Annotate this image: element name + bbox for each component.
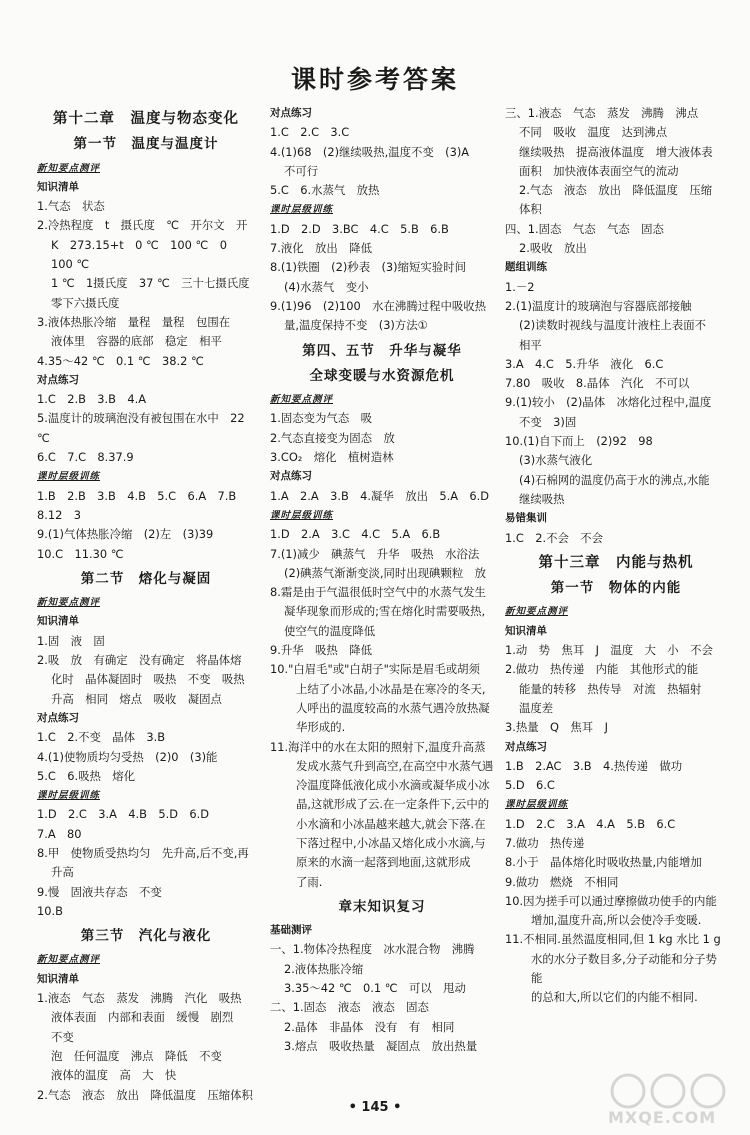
answer-line: 继续吸热 <box>519 491 565 506</box>
answer-line: 1.C 2.B 3.B 4.A <box>37 392 147 407</box>
answer-line: 8.小于 晶体熔化时吸收热量,内能增加 <box>505 855 702 870</box>
answer-line: 7.做功 热传递 <box>505 835 585 850</box>
section-heading: 第一节 物体的内能 <box>550 580 682 597</box>
answer-line: 零下六摄氏度 <box>51 295 120 310</box>
answer-line: 体积 <box>519 202 542 217</box>
answer-line: 1.D 2.D 3.BC 4.C 5.B 6.B <box>270 221 449 236</box>
answer-line: 发成水蒸气升到高空,在高空中水蒸气遇 <box>296 758 494 773</box>
exercise-label: 对点练习 <box>270 470 312 483</box>
answer-line: (4)水蒸气 变小 <box>284 279 369 294</box>
watermark-text: MXQE.COM <box>608 1108 717 1127</box>
answer-line: 7.80 吸收 8.晶体 汽化 不可以 <box>505 376 690 391</box>
answer-line: 原来的水滴一起落到地面,这就形成 <box>296 855 471 870</box>
answer-line: 液体表面 内部和表面 缓慢 剧烈 不变 <box>51 1010 245 1044</box>
subsection-tag: 课时层级训练 <box>505 799 569 811</box>
page-title: 课时参考答案 <box>290 65 459 94</box>
answer-line: 10.(1)自下而上 (2)92 98 <box>505 434 653 449</box>
answer-line: 能量的转移 热传导 对流 热辐射 <box>519 681 702 696</box>
answer-line: 10.因为搓手可以通过摩擦做功使手的内能 <box>505 893 717 908</box>
answer-line: 量,温度保持不变 (3)方法① <box>284 318 428 333</box>
answer-line: 3.热量 Q 焦耳 J <box>505 720 608 735</box>
answer-line: 水的水分子数目多,分子动能和分子势能 <box>531 951 717 986</box>
exercise-label: 知识清单 <box>505 624 547 637</box>
answer-line: 了雨. <box>296 874 323 889</box>
exercise-label: 知识清单 <box>37 180 79 193</box>
answer-line: 5.温度计的玻璃泡没有被包围在水中 22 ℃ <box>37 411 249 445</box>
answer-line: 5.C 6.吸热 熔化 <box>37 768 136 783</box>
answer-line: 不同 吸收 温度 达到沸点 <box>519 125 668 140</box>
answer-line: 2.冷热程度 t 摄氏度 ℃ 开尔文 开 <box>37 218 248 233</box>
answer-line: 上结了小冰晶,小冰晶是在寒冷的冬天, <box>296 681 486 696</box>
exercise-label: 对点练习 <box>37 373 79 386</box>
answer-line: 1 ℃ 1摄氏度 37 ℃ 三十七摄氏度 <box>51 276 250 291</box>
answer-line: 一、1.物体冷热程度 冰水混合物 沸腾 <box>270 942 475 957</box>
answer-line: 泡 任何温度 沸点 降低 不变 <box>51 1048 222 1063</box>
subsection-tag: 课时层级训练 <box>270 509 334 521</box>
answer-line: 相平 <box>519 337 542 352</box>
answer-line: 1.C 2.不会 不会 <box>505 530 604 545</box>
page-number: • 145 • <box>348 1100 402 1115</box>
answer-line: 2.晶体 非晶体 没有 有 相同 <box>284 1019 455 1034</box>
answer-line: 二、1.固态 液态 液态 固态 <box>270 1000 429 1015</box>
answer-line: 1.D 2.C 3.A 4.A 5.B 6.C <box>505 816 676 831</box>
answer-line: 2.气态 液态 放出 降低温度 压缩 <box>519 183 713 198</box>
answer-line: 升高 相同 熔点 吸收 凝固点 <box>51 691 222 706</box>
answer-line: 1.D 2.C 3.A 4.B 5.D 6.D <box>37 807 210 822</box>
answer-line: 2.气态直接变为固态 放 <box>270 430 395 445</box>
answer-line: 10.B <box>37 903 63 918</box>
answer-line: 5.C 6.水蒸气 放热 <box>270 183 380 198</box>
answer-line: 1.液态 气态 蒸发 沸腾 汽化 吸热 <box>37 991 242 1006</box>
answer-line: 2.做功 热传递 内能 其他形式的能 <box>505 662 699 677</box>
answer-line: 凝华现象而形成的;雪在熔化时需要吸热, <box>284 604 486 619</box>
answer-line: 1.固态变为气态 吸 <box>270 411 372 426</box>
answer-line: 小水滴和小冰晶越来越大,就会下落.在 <box>296 816 486 831</box>
subsection-tag: 课时层级训练 <box>270 204 334 216</box>
answer-line: 3.A 4.C 5.升华 液化 6.C <box>505 356 664 371</box>
answer-line: 11.海洋中的水在太阳的照射下,温度升高蒸 <box>270 739 486 754</box>
answer-line: (4)石棉网的温度仍高于水的沸点,水能 <box>519 472 710 487</box>
answer-line: 使空气的温度降低 <box>284 623 376 638</box>
answer-line: 9.慢 固液共存态 不变 <box>37 884 162 899</box>
answer-line: (2)碘蒸气渐渐变淡,同时出现碘颗粒 放 <box>284 565 487 580</box>
exercise-label: 知识清单 <box>37 972 79 985</box>
answer-line: 不可行 <box>284 163 319 178</box>
answer-line: 不变 3)固 <box>519 414 577 429</box>
section-heading: 第一节 温度与温度计 <box>73 136 219 153</box>
subsection-tag: 课时层级训练 <box>37 471 101 483</box>
answer-line: 9.做功 燃烧 不相同 <box>505 874 619 889</box>
exercise-label: 对点练习 <box>37 711 79 724</box>
exercise-label: 知识清单 <box>37 615 79 628</box>
answer-line: 8.甲 使物质受热均匀 先升高,后不变,再 <box>37 845 249 860</box>
answer-line: 11.不相同.虽然温度相同,但 1 kg 水比 1 g <box>505 932 721 947</box>
exercise-label: 对点练习 <box>505 740 547 753</box>
section-heading: 第二节 熔化与凝固 <box>80 570 212 587</box>
answer-line: 6.C 7.C 8.37.9 <box>37 450 134 465</box>
answer-line: 1.－2 <box>505 279 535 294</box>
exercise-label: 易错集训 <box>505 512 547 525</box>
answer-line: 1.C 2.不变 晶体 3.B <box>37 730 166 745</box>
answer-line: 面积 加快液体表面空气的流动 <box>519 163 679 178</box>
exercise-label: 对点练习 <box>270 107 312 119</box>
answer-line: 化时 晶体凝固时 吸热 不变 吸热 <box>51 672 245 687</box>
section-heading: 全球变暖与水资源危机 <box>309 367 455 384</box>
answer-line: 三、1.液态 气态 蒸发 沸腾 沸点 <box>505 106 699 120</box>
chapter-heading: 第十三章 内能与热机 <box>538 554 694 571</box>
answer-line: 1.A 2.A 3.B 4.凝华 放出 5.A 6.D <box>270 488 490 503</box>
answer-line: (2)读数时视线与温度计液柱上表面不 <box>519 318 706 333</box>
answer-line: 1.D 2.A 3.C 4.C 5.A 6.B <box>270 527 441 542</box>
answer-line: 华形成的. <box>296 720 346 735</box>
answer-line: 2.(1)温度计的玻璃泡与容器底部接触 <box>505 298 692 313</box>
answer-line: 9.升华 吸热 降低 <box>270 643 372 658</box>
answer-line: 下落过程中,小冰晶又熔化成小水滴,与 <box>296 835 486 850</box>
answer-line: 1.气态 状态 <box>37 199 105 214</box>
answer-line: 7.液化 放出 降低 <box>270 241 372 256</box>
subsection-tag: 新知要点测评 <box>37 162 101 174</box>
answer-line: 10."白眉毛"或"白胡子"实际是眉毛或胡须 <box>270 662 480 677</box>
answer-column-right <box>505 104 727 1008</box>
watermark-stamp-icon <box>608 1071 738 1111</box>
answer-line: 冷温度降低液化成小水滴或凝华成小冰 <box>296 778 490 793</box>
answer-line: 2.液体热胀冷缩 <box>284 961 364 976</box>
answer-line: 1.B 2.B 3.B 4.B 5.C 6.A 7.B <box>37 488 237 503</box>
subsection-tag: 新知要点测评 <box>37 954 101 966</box>
answer-line: 人呼出的温度较高的水蒸气遇冷放热凝 <box>296 700 490 715</box>
answer-line: 液体里 容器的底部 稳定 相平 <box>51 334 222 349</box>
answer-line: 3.熔点 吸收热量 凝固点 放出热量 <box>284 1038 478 1053</box>
answer-line: 4.35～42 ℃ 0.1 ℃ 38.2 ℃ <box>37 353 204 368</box>
answer-line: 9.(1)气体热胀冷缩 (2)左 (3)39 <box>37 527 214 542</box>
answer-line: 3.CO₂ 熔化 植树造林 <box>270 450 394 465</box>
section-heading: 第三节 汽化与液化 <box>80 928 212 945</box>
answer-line: K 273.15+t 0 ℃ 100 ℃ 0 100 ℃ <box>51 237 239 272</box>
chapter-heading: 第十二章 温度与物态变化 <box>53 111 239 127</box>
answer-line: 1.固 液 固 <box>37 633 105 648</box>
exercise-label: 题组训练 <box>505 261 547 274</box>
answer-line: 5.D 6.C <box>505 778 555 793</box>
answer-line: 8.霜是由于气温很低时空气中的水蒸气发生 <box>270 585 486 600</box>
answer-line: 2.气态 液态 放出 降低温度 压缩体积 <box>37 1087 253 1102</box>
answer-line: 2.吸 放 有确定 没有确定 将晶体熔 <box>37 653 242 668</box>
answer-line: 2.吸收 放出 <box>519 241 587 256</box>
answer-line: 1.B 2.AC 3.B 4.热传递 做功 <box>505 758 683 773</box>
exercise-label: 基础测评 <box>270 924 312 937</box>
answer-line: 9.(1)较小 (2)晶体 冰熔化过程中,温度 <box>505 395 712 410</box>
answer-line: 7.A 80 <box>37 826 82 841</box>
answer-line: 9.(1)96 (2)100 水在沸腾过程中吸收热 <box>270 298 487 313</box>
answer-line: 增加,温度升高,所以会使冷手变暖. <box>531 913 702 928</box>
subsection-tag: 新知要点测评 <box>37 597 101 609</box>
subsection-tag: 新知要点测评 <box>270 394 334 406</box>
answer-column-middle <box>270 104 494 1056</box>
answer-line: 继续吸热 提高液体温度 增大液体表 <box>519 144 713 159</box>
answer-line: 3.液体热胀冷缩 量程 量程 包围在 <box>37 314 231 329</box>
watermark-logo <box>608 1071 738 1129</box>
answer-line: 3.35～42 ℃ 0.1 ℃ 可以 甩动 <box>284 981 466 996</box>
subsection-tag: 新知要点测评 <box>505 606 569 618</box>
section-heading: 章末知识复习 <box>338 898 426 915</box>
answer-line: (3)水蒸气液化 <box>519 453 593 468</box>
answer-line: 1.动 势 焦耳 J 温度 大 小 不会 <box>505 643 713 658</box>
answer-line: 7.(1)减少 碘蒸气 升华 吸热 水浴法 <box>270 546 480 561</box>
section-heading: 第四、五节 升华与凝华 <box>302 342 462 359</box>
answer-line: 四、1.固态 气态 气态 固态 <box>505 221 664 236</box>
answer-line: 4.(1)68 (2)继续吸热,温度不变 (3)A <box>270 144 470 159</box>
answer-line: 升高 <box>51 865 74 880</box>
answer-line: 8.(1)铁圈 (2)秒表 (3)缩短实验时间 <box>270 260 466 275</box>
answer-line: 温度差 <box>519 700 554 715</box>
answer-line: 晶,这就形成了云.在一定条件下,云中的 <box>296 797 490 812</box>
answer-line: 10.C 11.30 ℃ <box>37 546 124 561</box>
answer-line: 的总和大,所以它们的内能不相同. <box>531 990 698 1005</box>
answer-line: 1.C 2.C 3.C <box>270 125 350 140</box>
subsection-tag: 课时层级训练 <box>37 790 101 802</box>
answer-line: 8.12 3 <box>37 507 81 522</box>
answer-line: 液体的温度 高 大 快 <box>51 1068 177 1083</box>
answer-column-left <box>37 104 255 1105</box>
answer-line: 4.(1)使物质均匀受热 (2)0 (3)能 <box>37 749 218 764</box>
